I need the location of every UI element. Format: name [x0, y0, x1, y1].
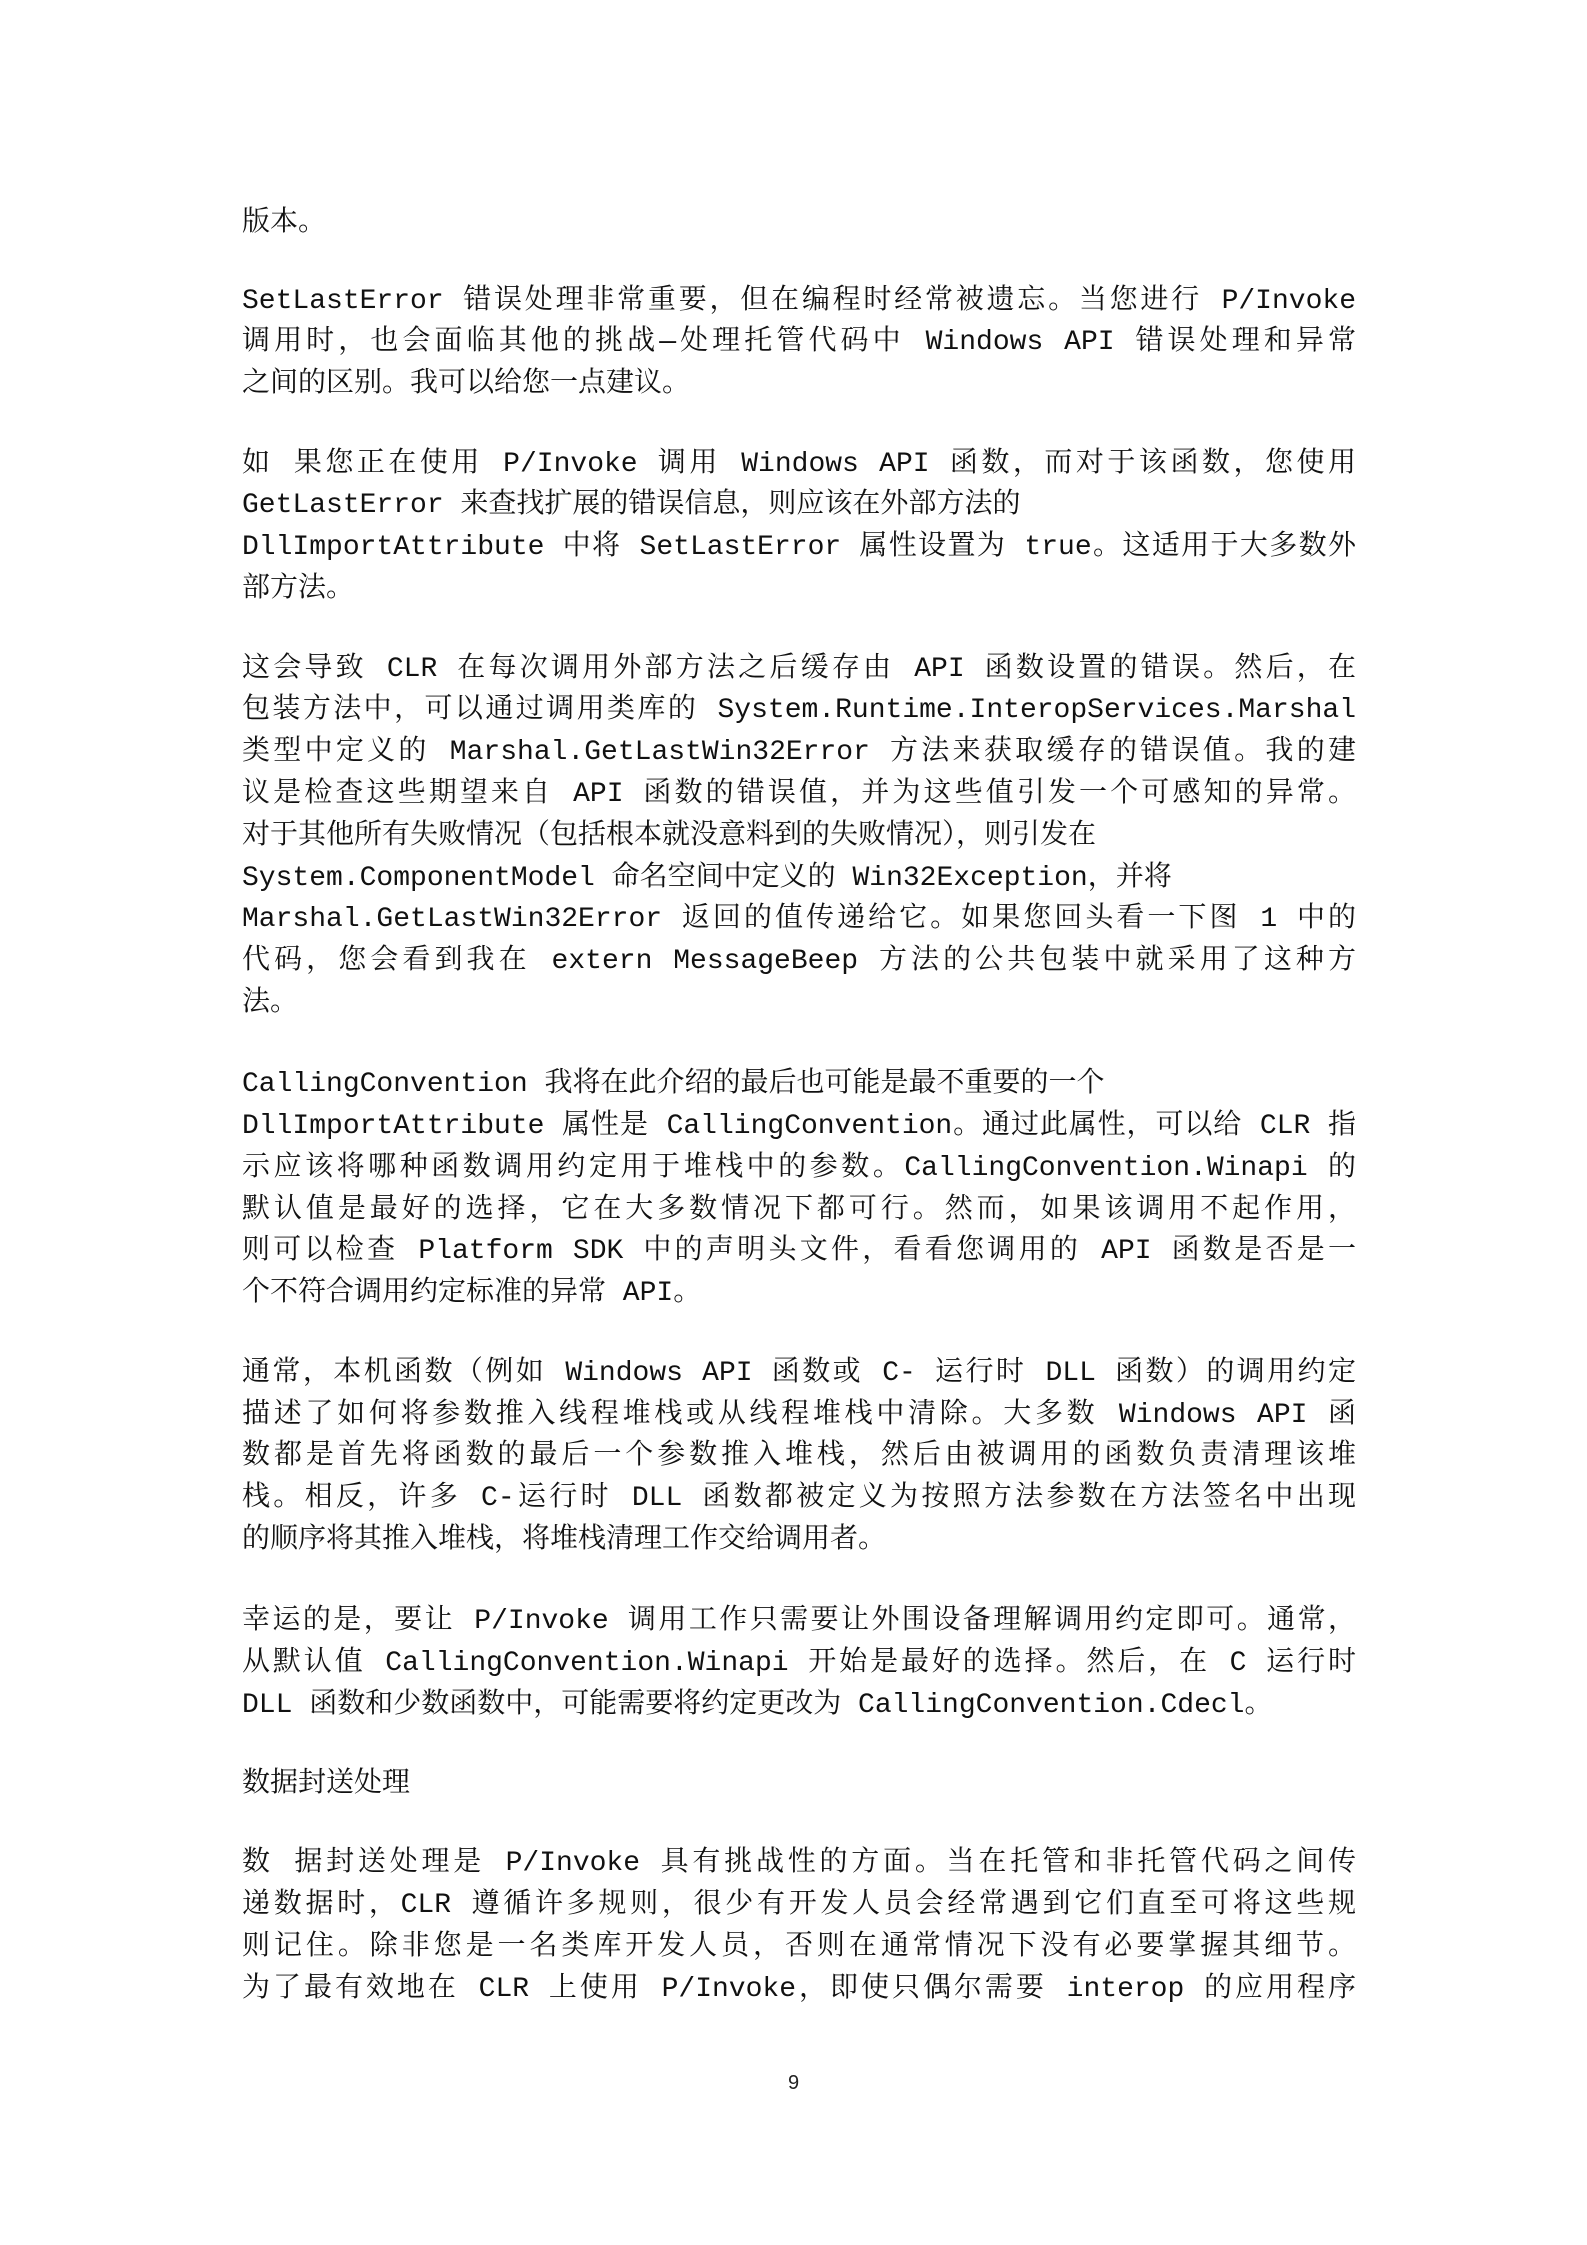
text-line: 个不符合调用约定标准的异常 API。	[242, 1278, 702, 1309]
text-line: 幸运的是，要让 P/Invoke 调用工作只需要让外围设备理解调用约定即可。通常，	[242, 1606, 1356, 1637]
text-line: 则可以检查 Platform SDK 中的声明头文件，看看您调用的 API 函数是否是一	[242, 1236, 1356, 1267]
text-line: 包装方法中，可以通过调用类库的 System.Runtime.InteropServices.Marshal	[242, 695, 1356, 726]
text-line: 的顺序将其推入堆栈，将堆栈清理工作交给调用者。	[242, 1525, 887, 1556]
text-line: 默认值是最好的选择，它在大多数情况下都可行。然而，如果该调用不起作用，	[242, 1195, 1356, 1226]
text-line: 之间的区别。我可以给您一点建议。	[242, 369, 691, 400]
text-line: DllImportAttribute 中将 SetLastError 属性设置为 true。这适用于大多数外	[242, 532, 1356, 563]
text-line: System.ComponentModel 命名空间中定义的 Win32Exception，并将	[242, 863, 1172, 894]
text-line: 栈。相反，许多 C-运行时 DLL 函数都被定义为按照方法参数在方法签名中出现	[242, 1483, 1356, 1514]
text-line: 描述了如何将参数推入线程堆栈或从线程堆栈中清除。大多数 Windows API 函	[242, 1400, 1356, 1431]
text-line: 对于其他所有失败情况（包括根本就没意料到的失败情况），则引发在	[242, 821, 1097, 852]
text-line: 递数据时，CLR 遵循许多规则，很少有开发人员会经常遇到它们直至可将这些规	[242, 1890, 1356, 1921]
text-line: 从默认值 CallingConvention.Winapi 开始是最好的选择。然后，在 C 运行时	[242, 1648, 1356, 1679]
text-line: 部方法。	[242, 574, 355, 605]
text-line: 法。	[242, 988, 299, 1019]
text-line: 通常，本机函数（例如 Windows API 函数或 C- 运行时 DLL 函数）的调用约定	[242, 1358, 1356, 1389]
text-line: 数都是首先将函数的最后一个参数推入堆栈，然后由被调用的函数负责清理该堆	[242, 1441, 1356, 1472]
text-line: 代码，您会看到我在 extern MessageBeep 方法的公共包装中就采用了这种方	[242, 946, 1356, 977]
page-number: 9	[787, 2072, 800, 2094]
text-line: DLL 函数和少数函数中，可能需要将约定更改为 CallingConvention.Cdecl。	[242, 1690, 1273, 1721]
text-line: Marshal.GetLastWin32Error 返回的值传递给它。如果您回头看一下图 1 中的	[242, 904, 1356, 935]
text-line: 则记住。除非您是一名类库开发人员，否则在通常情况下没有必要掌握其细节。	[242, 1932, 1356, 1963]
text-line: 示应该将哪种函数调用约定用于堆栈中的参数。CallingConvention.Winapi 的	[242, 1153, 1356, 1184]
text-line: SetLastError 错误处理非常重要，但在编程时经常被遗忘。当您进行 P/Invoke	[242, 286, 1356, 317]
text-line: 调用时，也会面临其他的挑战—处理托管代码中 Windows API 错误处理和异常	[242, 327, 1356, 358]
text-line: CallingConvention 我将在此介绍的最后也可能是最不重要的一个	[242, 1069, 1105, 1100]
section-heading: 数据封送处理	[242, 1769, 411, 1800]
text-line: DllImportAttribute 属性是 CallingConvention。通过此属性，可以给 CLR 指	[242, 1111, 1356, 1142]
text-line: 版本。	[242, 208, 327, 239]
text-line: 议是检查这些期望来自 API 函数的错误值，并为这些值引发一个可感知的异常。	[242, 779, 1356, 810]
text-line: 为了最有效地在 CLR 上使用 P/Invoke，即使只偶尔需要 interop 的应用程序	[242, 1974, 1356, 2005]
text-line: 类型中定义的 Marshal.GetLastWin32Error 方法来获取缓存的错误值。我的建	[242, 737, 1356, 768]
text-line: 数 据封送处理是 P/Invoke 具有挑战性的方面。当在托管和非托管代码之间传	[242, 1848, 1356, 1879]
text-line: 这会导致 CLR 在每次调用外部方法之后缓存由 API 函数设置的错误。然后，在	[242, 654, 1356, 685]
text-line: GetLastError 来查找扩展的错误信息，则应该在外部方法的	[242, 490, 1021, 521]
text-line: 如 果您正在使用 P/Invoke 调用 Windows API 函数，而对于该函数，您使用	[242, 449, 1356, 480]
